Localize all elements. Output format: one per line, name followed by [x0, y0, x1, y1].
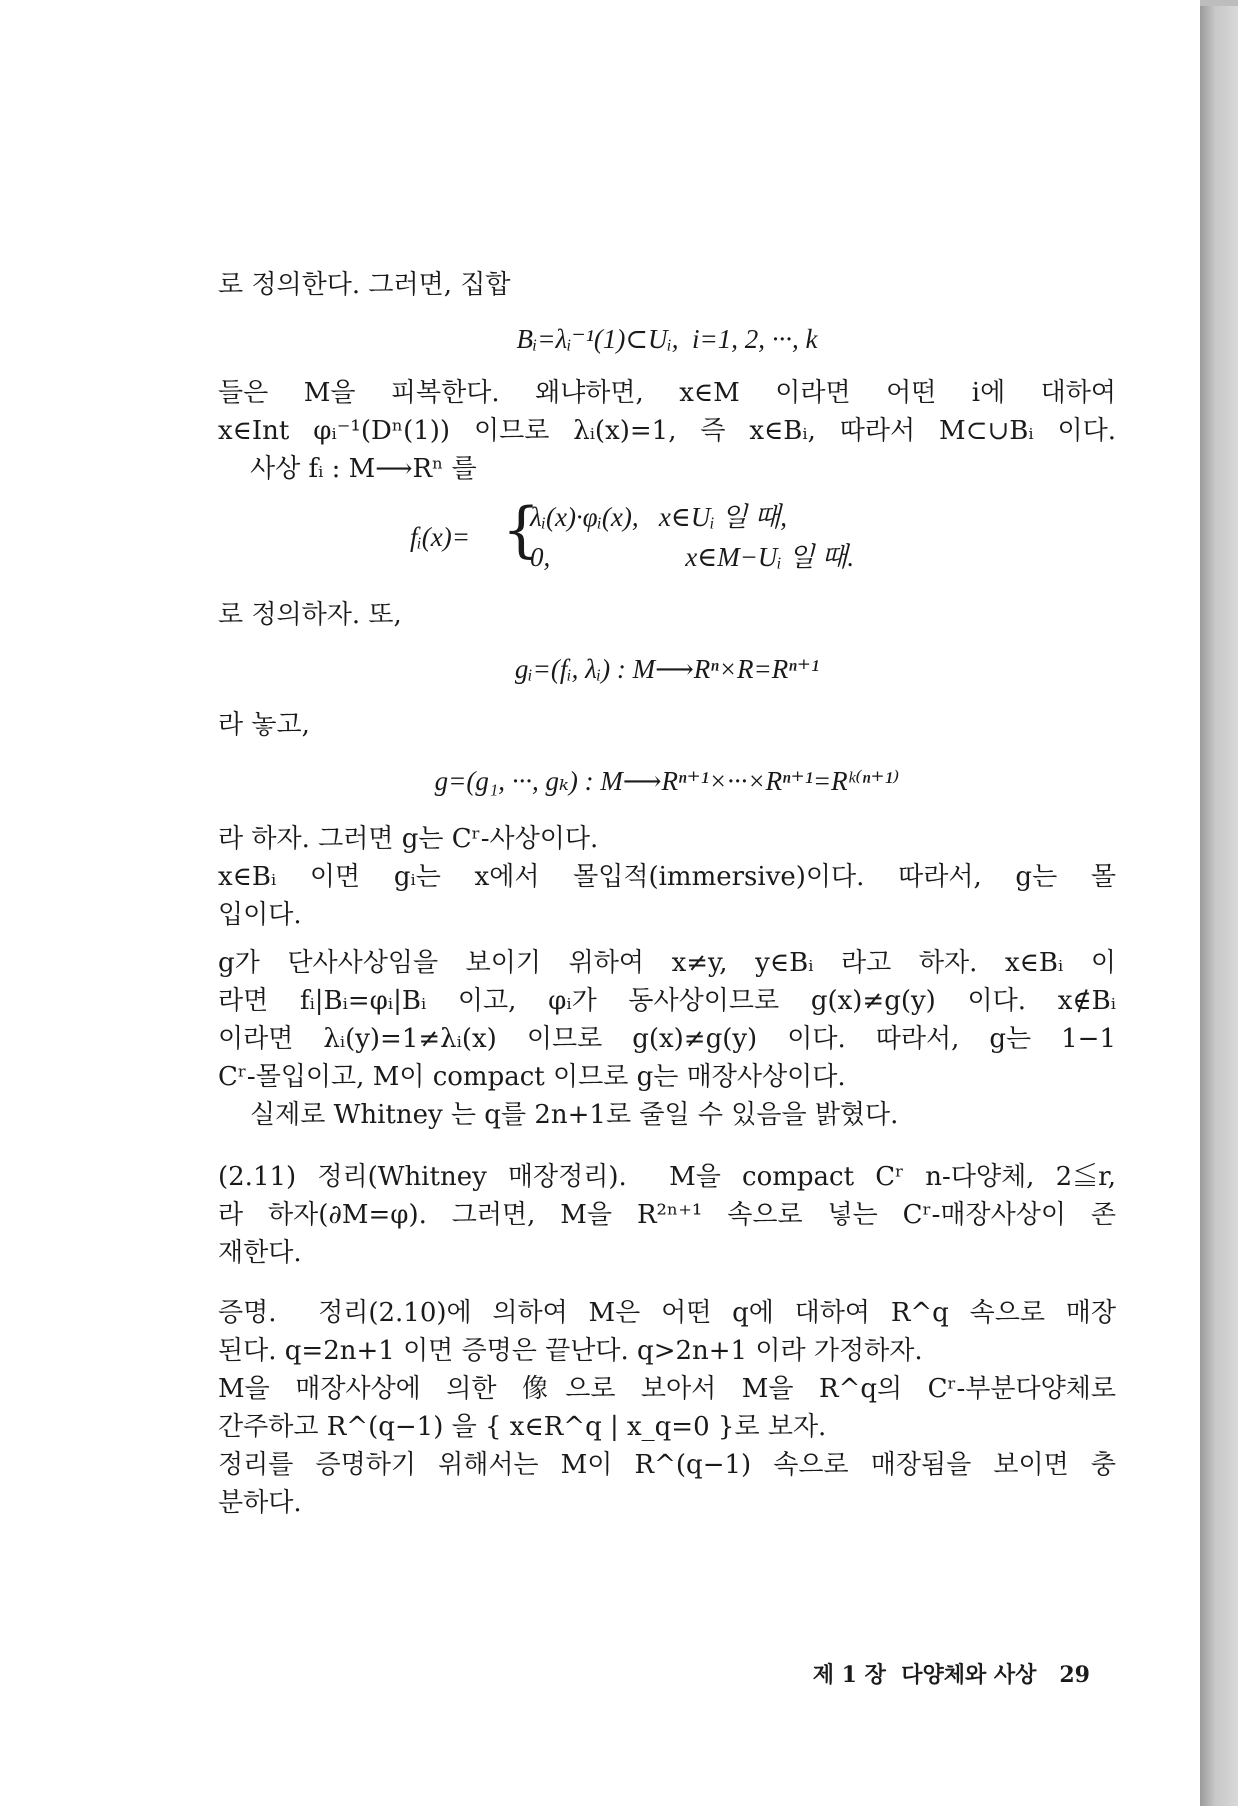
page-stack-edge [1200, 6, 1238, 1806]
text-line: Cʳ-몰입이고, M이 compact 이므로 g는 매장사상이다. [218, 1062, 846, 1092]
equation-set-b: Bᵢ=λᵢ⁻¹(1)⊂Uᵢ, i=1, 2, ···, k [516, 324, 818, 354]
text-line: 라 하자. 그러면 g는 Cʳ-사상이다. [218, 824, 599, 854]
text-line: 로 정의하자. 또, [218, 600, 402, 630]
text-line: g가 단사사상임을 보이기 위하여 x≠y, y∈Bᵢ 라고 하자. x∈Bᵢ 이 [218, 948, 1116, 978]
text-line: 들은 M을 피복한다. 왜냐하면, x∈M 이라면 어떤 i에 대하여 [218, 378, 1116, 408]
text-line: M을 매장사상에 의한 像으로 보아서 M을 R^q의 Cʳ-부분다양체로 [218, 1374, 1116, 1404]
theorem-heading: (2.11) 정리(Whitney 매장정리). M을 compact Cʳ n-다양체, 2≦r, [218, 1162, 1116, 1192]
text-line: 재한다. [218, 1238, 302, 1268]
running-head: 제 1 장 다양체와 사상 [812, 1662, 1037, 1688]
text-line: 간주하고 R^(q−1) 을 { x∈R^q | x_q=0 }로 보자. [218, 1412, 827, 1442]
proof-line: 증명. 정리(2.10)에 의하여 M은 어떤 q에 대하여 R^q 속으로 매장 [218, 1298, 1116, 1328]
equation-case-2: 0, x∈M−Uᵢ 일 때. [530, 542, 855, 572]
equation-case-1: λᵢ(x)·φᵢ(x), x∈Uᵢ 일 때, [530, 502, 788, 532]
text-line: 실제로 Whitney 는 q를 2n+1로 줄일 수 있음을 밝혔다. [250, 1100, 899, 1130]
page-footer [813, 1658, 1090, 1689]
text-line: 입이다. [218, 900, 302, 930]
text-line: 라 놓고, [218, 710, 310, 740]
text-line: 로 정의한다. 그러면, 집합 [218, 270, 511, 300]
text-line: x∈Bᵢ 이면 gᵢ는 x에서 몰입적(immersive)이다. 따라서, g는 몰 [218, 862, 1116, 892]
text-line: 분하다. [218, 1488, 302, 1518]
equation-lhs: fᵢ(x)= [410, 522, 470, 552]
text-line: 이라면 λᵢ(y)=1≠λᵢ(x) 이므로 g(x)≠g(y) 이다. 따라서, g는 1−1 [218, 1024, 1116, 1054]
text-line: 라 하자(∂M=φ). 그러면, M을 R²ⁿ⁺¹ 속으로 넣는 Cʳ-매장사상이 존 [218, 1200, 1116, 1230]
text-line: 사상 fᵢ : M⟶Rⁿ 를 [250, 454, 477, 484]
text-line: x∈Int φᵢ⁻¹(Dⁿ(1)) 이므로 λᵢ(x)=1, 즉 x∈Bᵢ, 따라서 M⊂∪Bᵢ 이다. [218, 416, 1116, 446]
equation-g: g=(g₁, ···, gₖ) : M⟶Rⁿ⁺¹×···×Rⁿ⁺¹=Rᵏ⁽ⁿ⁺¹⁾ [434, 766, 900, 796]
brace-symbol: { [502, 495, 541, 565]
text-line: 된다. q=2n+1 이면 증명은 끝난다. q>2n+1 이라 가정하자. [218, 1336, 923, 1366]
equation-g-i: gᵢ=(fᵢ, λᵢ) : M⟶Rⁿ×R=Rⁿ⁺¹ [514, 654, 820, 684]
text-line: 정리를 증명하기 위해서는 M이 R^(q−1) 속으로 매장됨을 보이면 충 [218, 1450, 1116, 1480]
text-line: 라면 fᵢ|Bᵢ=φᵢ|Bᵢ 이고, φᵢ가 동사상이므로 g(x)≠g(y) 이다. x∉Bᵢ [218, 986, 1116, 1016]
page-number: 29 [1059, 1662, 1090, 1688]
